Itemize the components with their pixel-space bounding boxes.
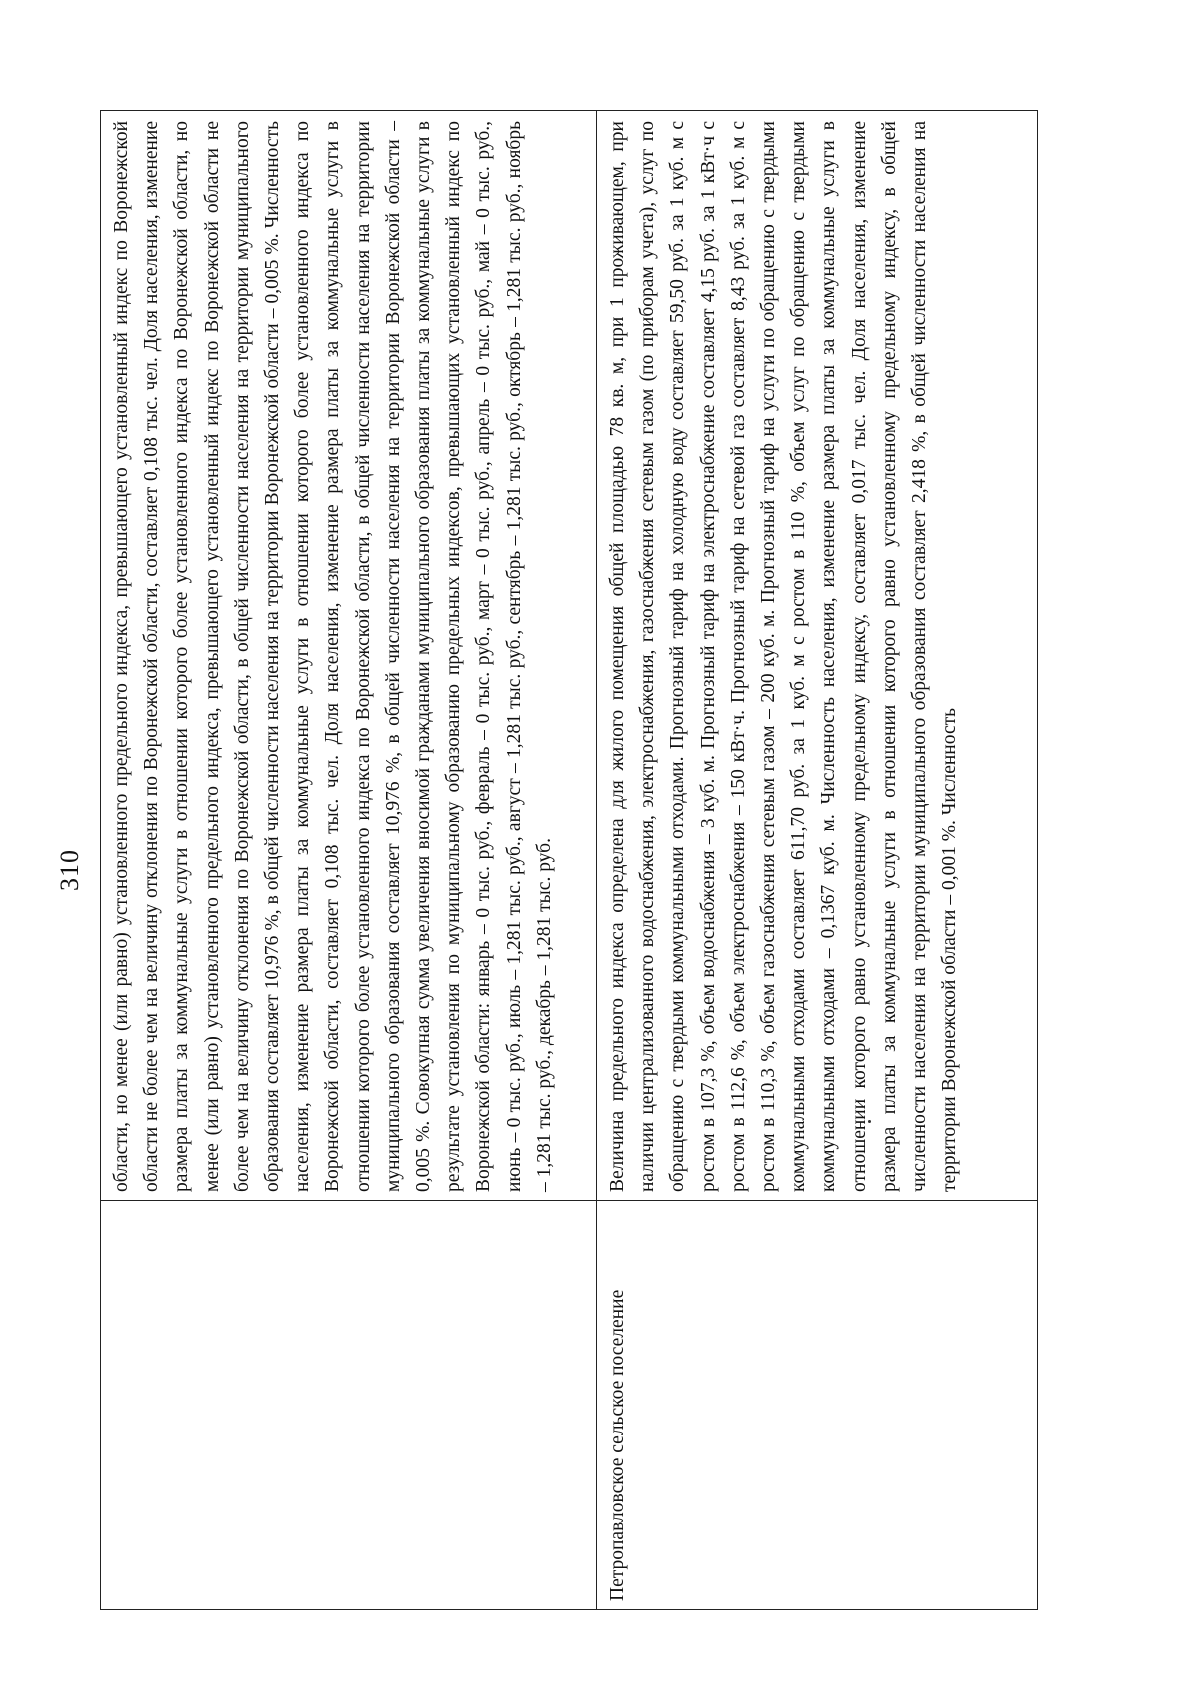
document-table	[100, 110, 1038, 1610]
description-cell: области, но менее (или равно) установленного предельного индекса, превышающего установленный индекс по Воронежской области не более чем на величину отклонения по Воронежской области, составляет 0,108 тыс. чел. Доля населения, изменение размера платы за коммунальные услуги в отношении которого более установленного индекса по Воронежской области, но менее (или равно) установленного предельного индекса, превышающего установленный индекс по Воронежской области не более чем на величину отклонения по Воронежской области, в общей численности населения на территории муниципального образования составляет 10,976 %, в общей численности населения на территории Воронежской области – 0,005 %. Численность населения, изменение размера платы за коммунальные услуги в отношении которого более установленного индекса по Воронежской области, составляет 0,108 тыс. чел. Доля населения, изменение размера платы за коммунальные услуги в отношении которого более установленного индекса по Воронежской области, в общей численности населения на территории муниципального образования составляет 10,976 %, в общей численности населения на территории Воронежской области – 0,005 %. Совокупная сумма увеличения вносимой гражданами муниципального образования платы за коммунальные услуги в результате установления по муниципальному образованию предельных индексов, превышающих установленный индекс по Воронежской области: январь – 0 тыс. руб., февраль – 0 тыс. руб., март – 0 тыс. руб., апрель – 0 тыс. руб., май – 0 тыс. руб., июнь – 0 тыс. руб., июль – 1,281 тыс. руб., август – 1,281 тыс. руб., сентябрь – 1,281 тыс. руб., октябрь – 1,281 тыс. руб., ноябрь – 1,281 тыс. руб., декабрь – 1,281 тыс. руб.	[101, 111, 597, 1201]
page-number: 310	[55, 849, 84, 891]
table-row	[597, 111, 1038, 1610]
table-row	[101, 111, 597, 1610]
municipality-name-cell	[101, 1201, 597, 1610]
description-cell: Величина предельного индекса определена для жилого помещения общей площадью 78 кв. м, при 1 проживающем, при наличии централизованного водоснабжения, электроснабжения, газоснабжения сетевым газом (по приборам учета), услуг по обращению с твердыми коммунальными отходами. Прогнозный тариф на холодную воду составляет 59,50 руб. за 1 куб. м с ростом в 107,3 %, объем водоснабжения – 3 куб. м. Прогнозный тариф на электроснабжение составляет 4,15 руб. за 1 кВт·ч с ростом в 112,6 %, объем электроснабжения – 150 кВт·ч. Прогнозный тариф на сетевой газ составляет 8,43 руб. за 1 куб. м с ростом в 110,3 %, объем газоснабжения сетевым газом – 200 куб. м. Прогнозный тариф на услуги по обращению с твердыми коммунальными отходами составляет 611,70 руб. за 1 куб. м с ростом в 110 %, объем услуг по обращению с твердыми коммунальными отходами – 0,1367 куб. м. Численность населения, изменение размера платы за коммунальные услуги в отношении которого равно установленному предельному индексу, составляет 0,017 тыс. чел. Доля населения, изменение размера платы за коммунальные услуги в отношении которого равно установленному предельному индексу, в общей численности населения на территории муниципального образования составляет 2,418 %, в общей численности населения на территории Воронежской области – 0,001 %. Численность	[597, 111, 1038, 1201]
rotated-page-content	[55, 90, 1100, 1650]
municipality-name-cell: Петропавловское сельское поселение	[597, 1201, 1038, 1610]
